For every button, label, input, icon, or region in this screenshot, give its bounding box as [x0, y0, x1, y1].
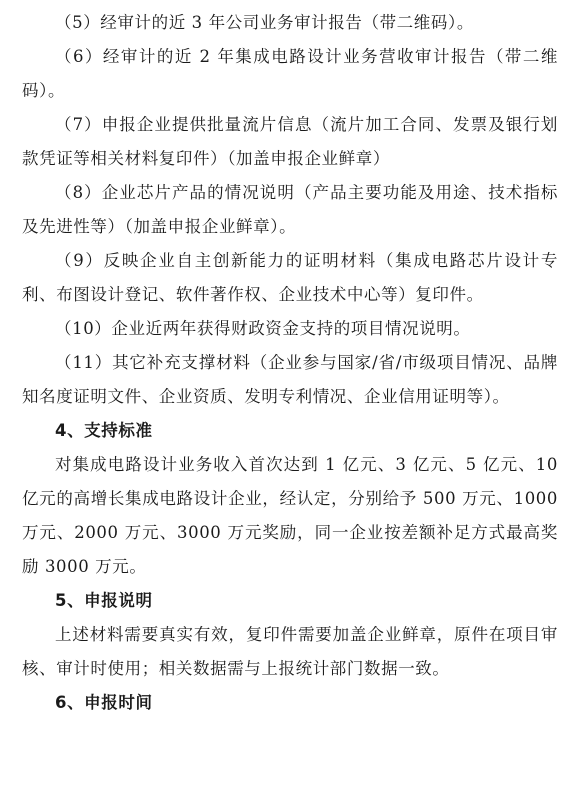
list-item-9: （9）反映企业自主创新能力的证明材料（集成电路芯片设计专利、布图设计登记、软件著作权、企业技术中心等）复印件。	[22, 251, 558, 304]
list-item-7: （7）申报企业提供批量流片信息（流片加工合同、发票及银行划款凭证等相关材料复印件）（加盖申报企业鲜章）	[22, 115, 558, 168]
list-item-5: （5）经审计的近 3 年公司业务审计报告（带二维码）。	[55, 13, 474, 32]
list-item-8: （8）企业芯片产品的情况说明（产品主要功能及用途、技术指标及先进性等）（加盖申报企业鲜章）。	[22, 183, 558, 236]
section-5-heading: 5、申报说明	[55, 591, 153, 610]
list-item-11: （11）其它补充支撑材料（企业参与国家/省/市级项目情况、品牌知名度证明文件、企业资质、发明专利情况、企业信用证明等）。	[22, 353, 558, 406]
list-item-6: （6）经审计的近 2 年集成电路设计业务营收审计报告（带二维码）。	[22, 47, 558, 100]
document-page	[22, 0, 558, 720]
list-item-10: （10）企业近两年获得财政资金支持的项目情况说明。	[55, 319, 471, 338]
section-4-body: 对集成电路设计业务收入首次达到 1 亿元、3 亿元、5 亿元、10 亿元的高增长集成电路设计企业，经认定，分别给予 500 万元、1000 万元、2000 万元、3000 万元奖励，同一企业按差额补足方式最高奖励 3000 万元。	[22, 455, 558, 576]
section-6-heading: 6、申报时间	[55, 693, 153, 712]
section-5-body: 上述材料需要真实有效，复印件需要加盖企业鲜章，原件在项目审核、审计时使用；相关数据需与上报统计部门数据一致。	[22, 625, 558, 678]
section-4-heading: 4、支持标准	[55, 421, 153, 440]
